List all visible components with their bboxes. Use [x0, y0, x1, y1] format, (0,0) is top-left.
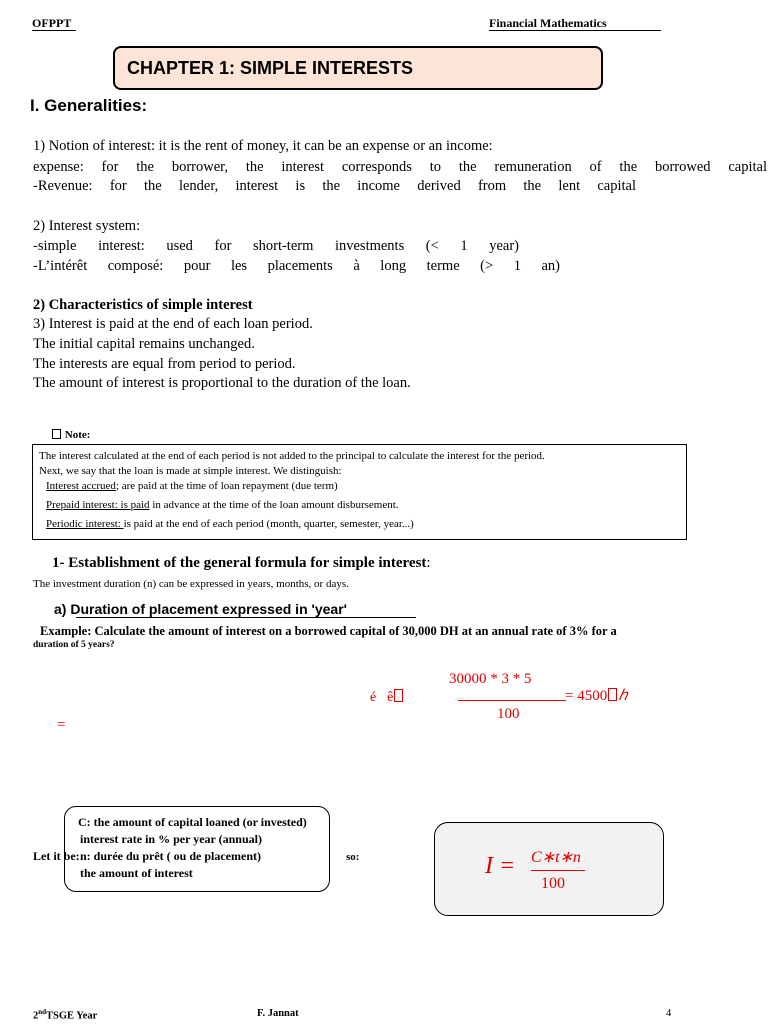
- page-number: 4: [666, 1008, 672, 1019]
- subsection-a-underline: [76, 617, 416, 618]
- chapter-title-box: [113, 46, 603, 90]
- simple-interest-line: -simple interest: used for short-term investments (< 1 year): [33, 238, 519, 254]
- header-right-underline: [489, 30, 661, 31]
- characteristics-heading: 2) Characteristics of simple interest: [33, 297, 253, 313]
- note-box: [32, 444, 687, 540]
- footer-left: 2ndTSGE Year: [33, 1008, 98, 1022]
- note-line-3: Interest accrued; are paid at the time of loan repayment (due term): [46, 480, 338, 492]
- note-line-1: The interest calculated at the end of each period is not added to the principal to calculate the interest for the period.: [39, 450, 545, 462]
- section-generalities-heading: I. Generalities:: [30, 96, 148, 115]
- calc-denominator: 100: [497, 706, 520, 722]
- footer-author: F. Jannat: [257, 1008, 299, 1019]
- formula-fraction-bar: [531, 870, 585, 871]
- subsection-a-heading: a) Duration of placement expressed in 'year': [54, 601, 347, 617]
- notion-of-interest: 1) Notion of interest: it is the rent of money, it can be an expense or an income:: [33, 138, 493, 154]
- characteristic-2: The initial capital remains unchanged.: [33, 336, 255, 352]
- note-label: Note:: [52, 429, 90, 441]
- note-line-4: Prepaid interest: is paid in advance at the time of the loan amount disbursement.: [46, 499, 399, 511]
- formula-lhs: I =: [485, 853, 516, 879]
- legend-rate: interest rate in % per year (annual): [80, 832, 262, 846]
- characteristic-3: The interests are equal from period to period.: [33, 356, 296, 372]
- legend-capital: C: the amount of capital loaned (or invested): [78, 815, 307, 829]
- note-line-5: Periodic interest: is paid at the end of each period (month, quarter, semester, year...): [46, 518, 414, 530]
- placeholder-box-icon: [394, 689, 403, 702]
- revenue-line: -Revenue: for the lender, interest is the income derived from the lent capital: [33, 178, 636, 194]
- example-line-1: Example: Calculate the amount of interest on a borrowed capital of 30,000 DH at an annual rate of 3% for a: [40, 624, 617, 638]
- header-right: Financial Mathematics: [489, 16, 607, 30]
- expense-line: expense: for the borrower, the interest corresponds to the remuneration of the borrowed capital: [33, 159, 767, 175]
- investment-duration-intro: The investment duration (n) can be expressed in years, months, or days.: [33, 578, 349, 590]
- placeholder-box-icon-2: [608, 688, 617, 701]
- so-label: so:: [346, 851, 360, 863]
- legend-duration: n: durée du prêt ( ou de placement): [80, 849, 261, 863]
- compound-interest-line: -L’intérêt composé: pour les placements à long terme (> 1 an): [33, 258, 560, 274]
- calc-result: = 4500 ℎ: [565, 688, 628, 704]
- chapter-title: CHAPTER 1: SIMPLE INTERESTS: [127, 58, 414, 78]
- characteristic-1: 3) Interest is paid at the end of each loan period.: [33, 316, 313, 332]
- legend-interest: the amount of interest: [80, 866, 193, 880]
- formula-box: [434, 822, 664, 916]
- note-checkbox-icon: [52, 429, 61, 439]
- formula-numerator: C∗t∗n: [531, 849, 581, 866]
- calc-label: é􀵌ê: [370, 689, 403, 706]
- calc-fraction-bar: [458, 700, 566, 701]
- note-line-2: Next, we say that the loan is made at simple interest. We distinguish:: [39, 465, 342, 477]
- calc-equals: =: [57, 717, 66, 733]
- header-left: OFPPT: [32, 16, 72, 30]
- interest-system: 2) Interest system:: [33, 218, 141, 234]
- example-line-2: duration of 5 years?: [33, 640, 115, 650]
- let-it-be: Let it be:: [33, 849, 80, 863]
- formula-denominator: 100: [541, 875, 565, 892]
- calc-numerator: 30000 * 3 * 5: [449, 671, 532, 687]
- header-left-underline: [32, 30, 76, 31]
- characteristic-4: The amount of interest is proportional to the duration of the loan.: [33, 375, 411, 391]
- general-formula-heading: 1- Establishment of the general formula for simple interest:: [52, 555, 431, 571]
